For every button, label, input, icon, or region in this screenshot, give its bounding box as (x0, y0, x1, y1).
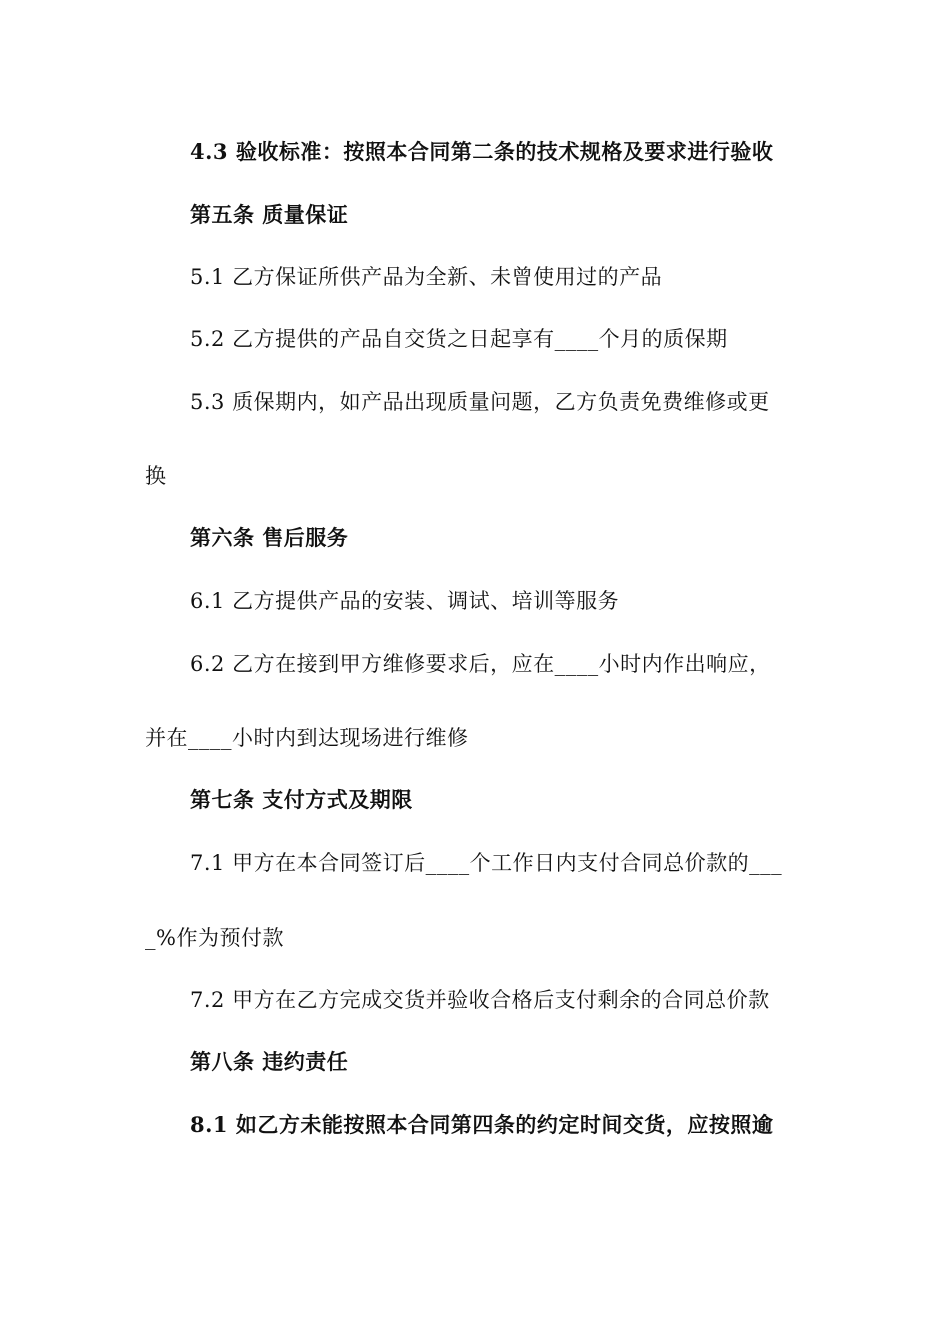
clause-6-1: 6.1 乙方提供产品的安装、调试、培训等服务 (190, 589, 620, 613)
article-6-heading: 第六条 售后服务 (190, 525, 349, 550)
clause-6-2: 6.2 乙方在接到甲方维修要求后，应在____小时内作出响应， (190, 652, 771, 676)
clause-6-2-continued: 并在____小时内到达现场进行维修 (145, 726, 469, 750)
article-7-heading: 第七条 支付方式及期限 (190, 787, 413, 812)
clause-7-1-continued: _%作为预付款 (145, 926, 284, 950)
clause-7-1: 7.1 甲方在本合同签订后____个工作日内支付合同总价款的___ (190, 851, 783, 875)
clause-7-2: 7.2 甲方在乙方完成交货并验收合格后支付剩余的合同总价款 (190, 988, 770, 1012)
article-8-heading: 第八条 违约责任 (190, 1049, 349, 1074)
clause-5-3-continued: 换 (145, 464, 167, 488)
clause-5-2: 5.2 乙方提供的产品自交货之日起享有____个月的质保期 (190, 327, 728, 351)
article-5-heading: 第五条 质量保证 (190, 202, 349, 227)
clause-8-1: 8.1 如乙方未能按照本合同第四条的约定时间交货，应按照逾 (190, 1112, 774, 1137)
clause-5-3: 5.3 质保期内，如产品出现质量问题，乙方负责免费维修或更 (190, 390, 770, 414)
clause-5-1: 5.1 乙方保证所供产品为全新、未曾使用过的产品 (190, 265, 663, 289)
clause-4-3: 4.3 验收标准：按照本合同第二条的技术规格及要求进行验收 (190, 139, 774, 164)
